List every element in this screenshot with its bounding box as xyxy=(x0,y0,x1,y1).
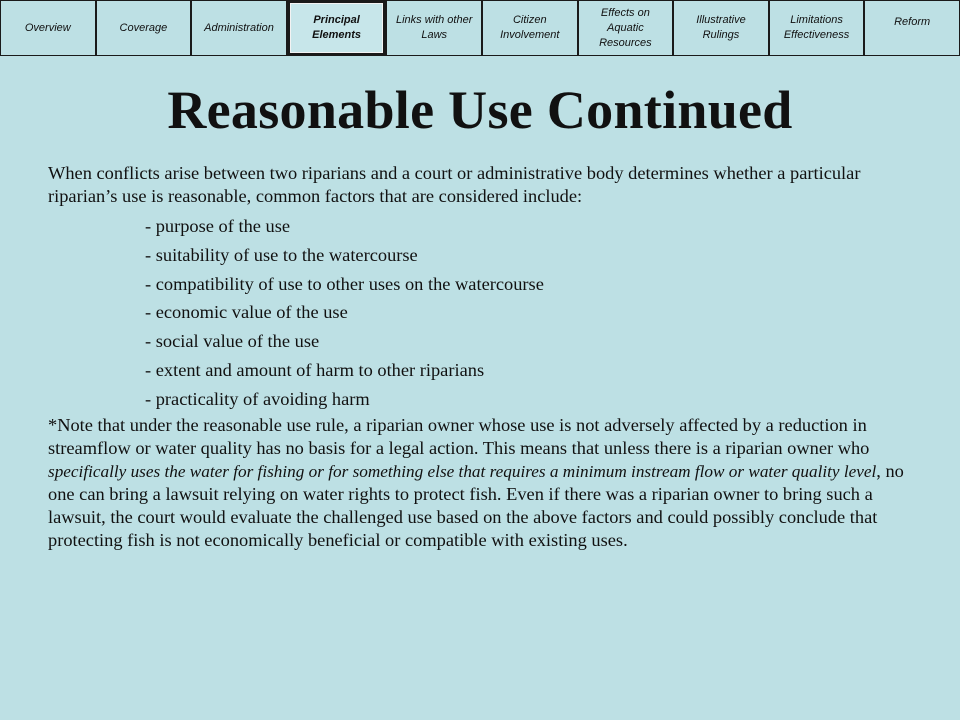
tab-administration[interactable] xyxy=(191,0,287,56)
slide-body xyxy=(48,162,908,552)
tab-label: Reform xyxy=(894,16,931,28)
intro-paragraph: When conflicts arise between two riparians and a court or administrative body determines whether a particular riparian’s use is reasonable, common factors that are considered include: xyxy=(48,163,861,206)
list-item: - economic value of the use xyxy=(145,302,348,323)
tab-label: Administration xyxy=(204,21,274,34)
tab-reform[interactable] xyxy=(864,0,960,56)
note-paragraph xyxy=(48,414,908,552)
list-item: - purpose of the use xyxy=(145,216,291,236)
note-text-end: , no one can bring a lawsuit relying on water rights to protect fish. Even if there was a riparian owner to bring such a lawsuit, the court would evaluate the challenged use based on the above factors and could possibly conclude that protecting fish is not economically beneficial or compatible with existing uses. xyxy=(48,460,904,550)
top-navigation-bar xyxy=(0,0,960,56)
tab-overview[interactable] xyxy=(0,0,96,56)
list-item: - extent and amount of harm to other riparians xyxy=(145,359,485,380)
tab-label: Limitations Effectiveness xyxy=(783,14,850,41)
tab-coverage[interactable] xyxy=(96,0,192,56)
tab-label: Citizen Involvement xyxy=(500,14,560,41)
tab-label: Coverage xyxy=(119,21,168,34)
tab-label: Overview xyxy=(24,21,71,34)
tab-links-with-other-laws[interactable] xyxy=(386,0,482,56)
tab-label: Principal Elements xyxy=(312,14,362,41)
tab-principal-elements[interactable] xyxy=(287,0,387,56)
slide-title: Reasonable Use Continued xyxy=(167,80,793,140)
tab-illustrative-rulings[interactable] xyxy=(673,0,769,56)
tab-label: Effects on Aquatic Resources xyxy=(599,6,652,49)
factors-list xyxy=(48,212,908,414)
tab-effects-on-aquatic-resources[interactable] xyxy=(578,0,674,56)
list-item: - compatibility of use to other uses on the watercourse xyxy=(145,273,544,294)
note-emphasis: specifically uses the water for fishing or for something else that requires a minimum instream flow or water quality level xyxy=(48,461,877,481)
note-text-start: *Note that under the reasonable use rule, a riparian owner whose use is not adversely affected by a reduction in streamflow or water quality has no basis for a legal action. This means that unless there is a riparian owner who xyxy=(48,414,870,458)
list-item: - suitability of use to the watercourse xyxy=(145,244,418,265)
tab-citizen-involvement[interactable] xyxy=(482,0,578,56)
list-item: - social value of the use xyxy=(145,331,320,352)
list-item: - practicality of avoiding harm xyxy=(145,388,370,409)
tab-label: Links with other Laws xyxy=(395,14,473,41)
tab-label: Illustrative Rulings xyxy=(696,14,746,41)
tab-limitations-effectiveness[interactable] xyxy=(769,0,865,56)
